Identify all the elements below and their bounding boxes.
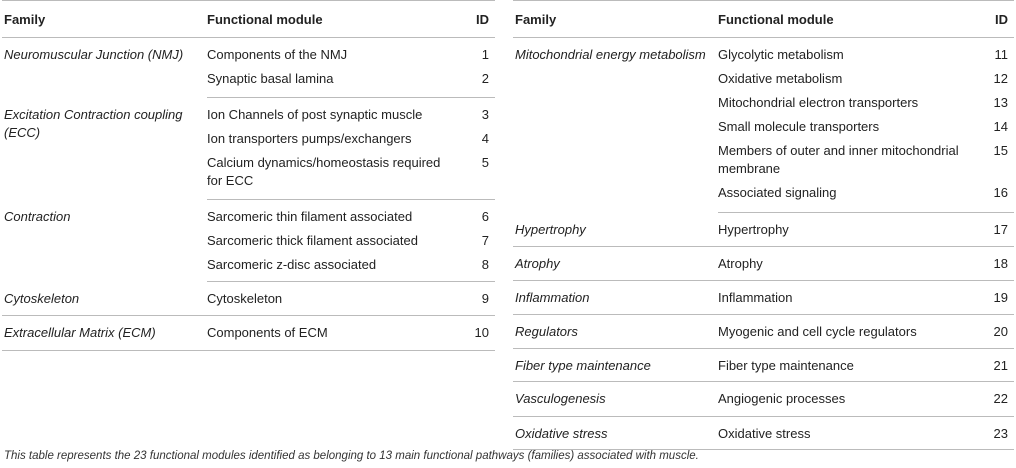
family-cell: Hypertrophy xyxy=(513,213,718,247)
table-row xyxy=(513,247,1014,281)
table-row xyxy=(513,315,1014,349)
header-module: Functional module xyxy=(718,1,968,38)
module-cell: Sarcomeric z-disc associated xyxy=(207,253,455,282)
family-cell: Mitochondrial energy metabolism xyxy=(515,47,706,62)
module-cell: Oxidative metabolism xyxy=(718,71,843,86)
family-cell: Vasculogenesis xyxy=(513,382,718,417)
family-cell: Inflammation xyxy=(513,281,718,315)
id-cell: 1 xyxy=(481,47,489,62)
module-cell: Angiogenic processes xyxy=(718,382,968,417)
id-cell: 19 xyxy=(968,281,1014,315)
id-cell: 4 xyxy=(481,131,489,146)
id-cell: 9 xyxy=(455,282,495,316)
table-left xyxy=(2,0,495,351)
module-cell: Members of outer and inner mitochondrial membrane xyxy=(718,143,959,176)
module-cell: Glycolytic metabolism xyxy=(718,47,844,62)
table-row xyxy=(2,98,495,128)
family-cell: Extracellular Matrix (ECM) xyxy=(2,316,207,351)
id-cell: 12 xyxy=(993,71,1008,86)
family-cell: Regulators xyxy=(513,315,718,349)
id-cell: 20 xyxy=(968,315,1014,349)
id-cell: 17 xyxy=(968,213,1014,247)
table-right xyxy=(513,0,1014,450)
table-row xyxy=(2,316,495,351)
header-id: ID xyxy=(455,1,495,38)
table-row xyxy=(513,382,1014,417)
module-cell: Sarcomeric thick filament associated xyxy=(207,233,418,248)
header-family: Family xyxy=(513,1,718,38)
table-row xyxy=(513,281,1014,315)
id-cell: 8 xyxy=(455,253,495,282)
id-cell: 10 xyxy=(455,316,495,351)
module-cell: Myogenic and cell cycle regulators xyxy=(718,315,968,349)
id-cell: 13 xyxy=(993,95,1008,110)
module-cell: Inflammation xyxy=(718,281,968,315)
id-cell: 5 xyxy=(455,151,495,200)
id-cell: 22 xyxy=(968,382,1014,417)
module-cell: Components of ECM xyxy=(207,316,455,351)
module-cell: Cytoskeleton xyxy=(207,282,455,316)
id-cell: 18 xyxy=(968,247,1014,281)
header-id: ID xyxy=(968,1,1014,38)
module-cell: Small molecule transporters xyxy=(718,119,880,134)
table-row xyxy=(513,213,1014,247)
table-row xyxy=(2,282,495,316)
family-cell: Neuromuscular Junction (NMJ) xyxy=(4,47,184,62)
module-cell: Sarcomeric thin filament associated xyxy=(207,209,413,224)
module-cell: Calcium dynamics/homeostasis required for ECC xyxy=(207,151,455,200)
module-cell: Hypertrophy xyxy=(718,213,968,247)
family-cell: Excitation Contraction coupling (ECC) xyxy=(4,106,183,140)
module-cell: Fiber type maintenance xyxy=(718,349,968,382)
family-cell: Oxidative stress xyxy=(513,417,718,450)
module-cell: Oxidative stress xyxy=(718,417,968,450)
header-row xyxy=(513,1,1014,38)
id-cell: 6 xyxy=(481,209,489,224)
table-row xyxy=(513,417,1014,450)
family-cell: Fiber type maintenance xyxy=(513,349,718,382)
id-cell: 11 xyxy=(994,47,1008,62)
header-module: Functional module xyxy=(207,1,455,38)
id-cell: 14 xyxy=(993,119,1008,134)
module-cell: Atrophy xyxy=(718,247,968,281)
family-cell: Cytoskeleton xyxy=(2,282,207,316)
table-row xyxy=(513,38,1014,68)
table-caption: This table represents the 23 functional modules identified as belonging to 13 main functional pathways (families) associated with muscle. xyxy=(4,450,699,462)
id-cell: 2 xyxy=(455,67,495,98)
module-cell: Associated signaling xyxy=(718,181,968,213)
id-cell: 23 xyxy=(968,417,1014,450)
id-cell: 15 xyxy=(993,143,1008,158)
id-cell: 3 xyxy=(481,107,489,122)
family-cell: Atrophy xyxy=(513,247,718,281)
table-row xyxy=(513,349,1014,382)
module-cell: Mitochondrial electron transporters xyxy=(718,95,919,110)
id-cell: 21 xyxy=(968,349,1014,382)
header-row xyxy=(2,1,495,38)
table-row xyxy=(2,38,495,68)
table-row xyxy=(2,200,495,230)
header-family: Family xyxy=(2,1,207,38)
family-cell: Contraction xyxy=(4,208,71,224)
module-cell: Ion transporters pumps/exchangers xyxy=(207,131,412,146)
module-cell: Components of the NMJ xyxy=(207,47,348,62)
module-cell: Synaptic basal lamina xyxy=(207,67,455,98)
id-cell: 7 xyxy=(481,233,489,248)
module-cell: Ion Channels of post synaptic muscle xyxy=(207,107,423,122)
id-cell: 16 xyxy=(968,181,1014,213)
